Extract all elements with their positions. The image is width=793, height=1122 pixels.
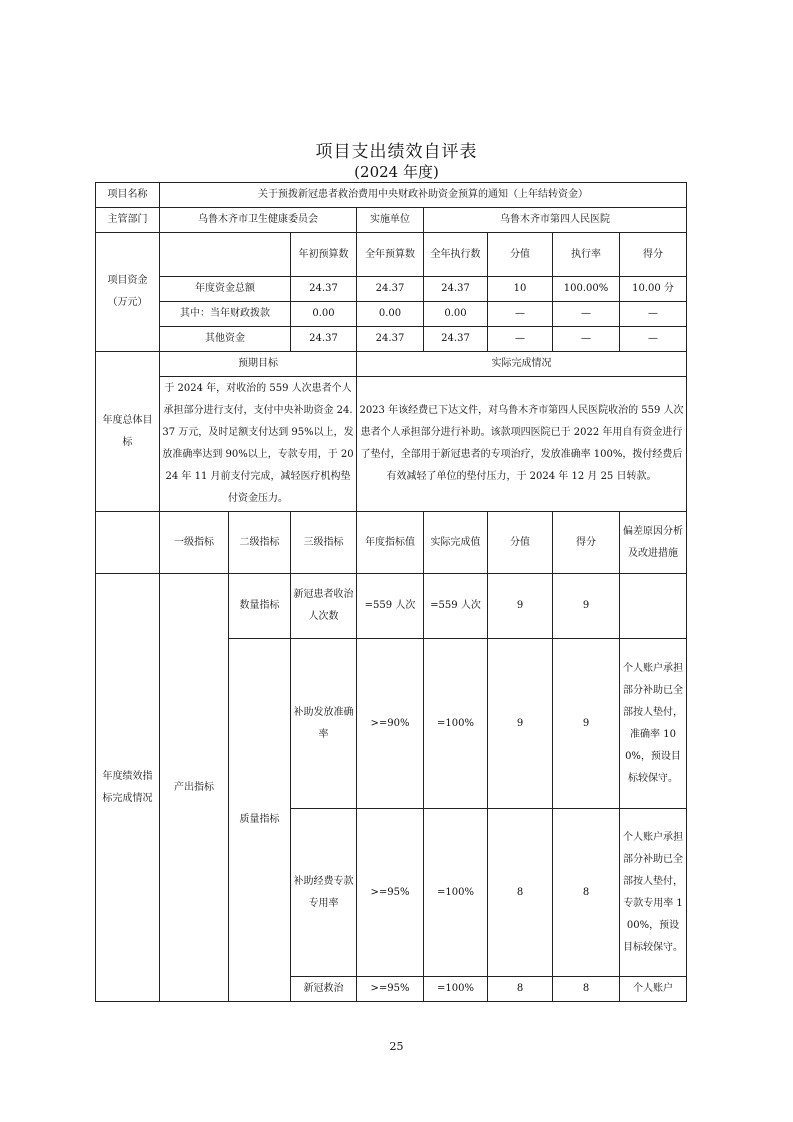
- funds-annual: 24.37: [357, 277, 424, 302]
- project-name-row: [96, 183, 687, 208]
- goal-expected-text: 于 2024 年，对收治的 559 人次患者个人承担部分进行支付，支付中央补助资金 24.37 万元，及时足额支付达到 95%以上，发放准确率达到 90%以上，专款专用，于 2024 年 11 月前支付完成，减轻医疗机构垫付资金压力。: [160, 377, 357, 512]
- project-name-label: 项目名称: [96, 183, 160, 208]
- funds-header-initial: 年初预算数: [291, 233, 357, 277]
- funds-score: —: [620, 302, 687, 327]
- goal-content-row: [96, 377, 687, 512]
- indicator-header-row: [96, 512, 687, 574]
- funds-score-value: —: [488, 327, 553, 352]
- indicator-name: 新冠患者收治人次数: [291, 574, 357, 639]
- funds-score: 10.00 分: [620, 277, 687, 302]
- funds-header-row: [96, 233, 687, 277]
- page-subtitle: (2024 年度): [354, 163, 439, 181]
- funds-executed: 24.37: [424, 327, 488, 352]
- funds-annual: 24.37: [357, 327, 424, 352]
- funds-executed: 24.37: [424, 277, 488, 302]
- funds-score-value: —: [488, 302, 553, 327]
- funds-rate: —: [553, 327, 620, 352]
- funds-annual: 0.00: [357, 302, 424, 327]
- indicator-header-score-value: 分值: [488, 512, 553, 574]
- goal-label: 年度总体目标: [96, 352, 160, 512]
- indicator-actual: =559 人次: [424, 574, 488, 639]
- funds-rate: —: [553, 302, 620, 327]
- indicator-deviation: [620, 574, 687, 639]
- funds-header-score-value: 分值: [488, 233, 553, 277]
- indicator-actual: =100%: [424, 809, 488, 977]
- indicator-score: 8: [553, 809, 620, 977]
- project-name-value: 关于预拨新冠患者救治费用中央财政补助资金预算的通知（上年结转资金）: [160, 183, 687, 208]
- indicator-score: 9: [553, 639, 620, 809]
- funds-score: —: [620, 327, 687, 352]
- dept-value: 乌鲁木齐市卫生健康委员会: [160, 208, 357, 233]
- indicator-score-value: 8: [488, 809, 553, 977]
- dept-row: [96, 208, 687, 233]
- indicator-score: 9: [553, 574, 620, 639]
- funds-header-annual: 全年预算数: [357, 233, 424, 277]
- indicator-target: >=95%: [357, 977, 424, 1002]
- indicator-header-deviation: 偏差原因分析及改进措施: [620, 512, 687, 574]
- funds-row-fiscal: [96, 302, 687, 327]
- indicator-header-level1: 一级指标: [160, 512, 229, 574]
- indicator-header-blank: [96, 512, 160, 574]
- indicators-level2-quality: 质量指标: [229, 639, 291, 1002]
- goal-expected-header: 预期目标: [160, 352, 357, 377]
- indicator-header-score: 得分: [553, 512, 620, 574]
- funds-row-total: [96, 277, 687, 302]
- indicator-score-value: 8: [488, 977, 553, 1002]
- indicator-header-level2: 二级指标: [229, 512, 291, 574]
- funds-header-executed: 全年执行数: [424, 233, 488, 277]
- indicator-name: 新冠救治: [291, 977, 357, 1002]
- goal-actual-text: 2023 年该经费已下达文件，对乌鲁木齐市第四人民医院收治的 559 人次患者个人承担部分进行补助。该款项四医院已于 2022 年用自有资金进行了垫付，全部用于新冠患者的专项治疗，发放准确率 100%，拨付经费后有效减轻了单位的垫付压力，于 2024 年 12 月 25 日转款。: [357, 377, 687, 512]
- funds-row-other: [96, 327, 687, 352]
- funds-initial: 24.37: [291, 327, 357, 352]
- funds-initial: 0.00: [291, 302, 357, 327]
- page-title: 项目支出绩效自评表: [315, 142, 478, 162]
- indicator-score-value: 9: [488, 639, 553, 809]
- page-number: 25: [389, 1040, 404, 1053]
- indicators-label: 年度绩效指标完成情况: [96, 574, 160, 1002]
- indicators-level1-output: 产出指标: [160, 574, 229, 1002]
- indicator-header-actual: 实际完成值: [424, 512, 488, 574]
- indicator-score: 8: [553, 977, 620, 1002]
- funds-executed: 0.00: [424, 302, 488, 327]
- unit-value: 乌鲁木齐市第四人民医院: [424, 208, 687, 233]
- funds-header-rate: 执行率: [553, 233, 620, 277]
- indicator-target: >=90%: [357, 639, 424, 809]
- funds-label: 项目资金（万元）: [96, 233, 160, 352]
- goal-actual-header: 实际完成情况: [357, 352, 687, 377]
- funds-score-value: 10: [488, 277, 553, 302]
- unit-label: 实施单位: [357, 208, 424, 233]
- funds-rate: 100.00%: [553, 277, 620, 302]
- indicators-level2-quantity: 数量指标: [229, 574, 291, 639]
- funds-row-label: 年度资金总额: [160, 277, 291, 302]
- performance-table: [95, 182, 687, 1002]
- indicator-deviation: 个人账户承担部分补助已全部按人垫付，专款专用率 100%，预设目标较保守。: [620, 809, 687, 977]
- indicator-target: >=95%: [357, 809, 424, 977]
- indicator-deviation: 个人账户承担部分补助已全部按人垫付，准确率 100%，预设目标较保守。: [620, 639, 687, 809]
- indicator-actual: =100%: [424, 977, 488, 1002]
- funds-header-blank: [160, 233, 291, 277]
- indicator-header-target: 年度指标值: [357, 512, 424, 574]
- funds-initial: 24.37: [291, 277, 357, 302]
- indicator-deviation: 个人账户: [620, 977, 687, 1002]
- indicator-name: 补助发放准确率: [291, 639, 357, 809]
- indicator-actual: =100%: [424, 639, 488, 809]
- dept-label: 主管部门: [96, 208, 160, 233]
- indicator-score-value: 9: [488, 574, 553, 639]
- indicator-name: 补助经费专款专用率: [291, 809, 357, 977]
- funds-row-label: 其他资金: [160, 327, 291, 352]
- indicator-target: =559 人次: [357, 574, 424, 639]
- funds-header-score: 得分: [620, 233, 687, 277]
- funds-row-label: 其中：当年财政拨款: [160, 302, 291, 327]
- indicator-row: [96, 574, 687, 639]
- goal-header-row: [96, 352, 687, 377]
- indicator-header-level3: 三级指标: [291, 512, 357, 574]
